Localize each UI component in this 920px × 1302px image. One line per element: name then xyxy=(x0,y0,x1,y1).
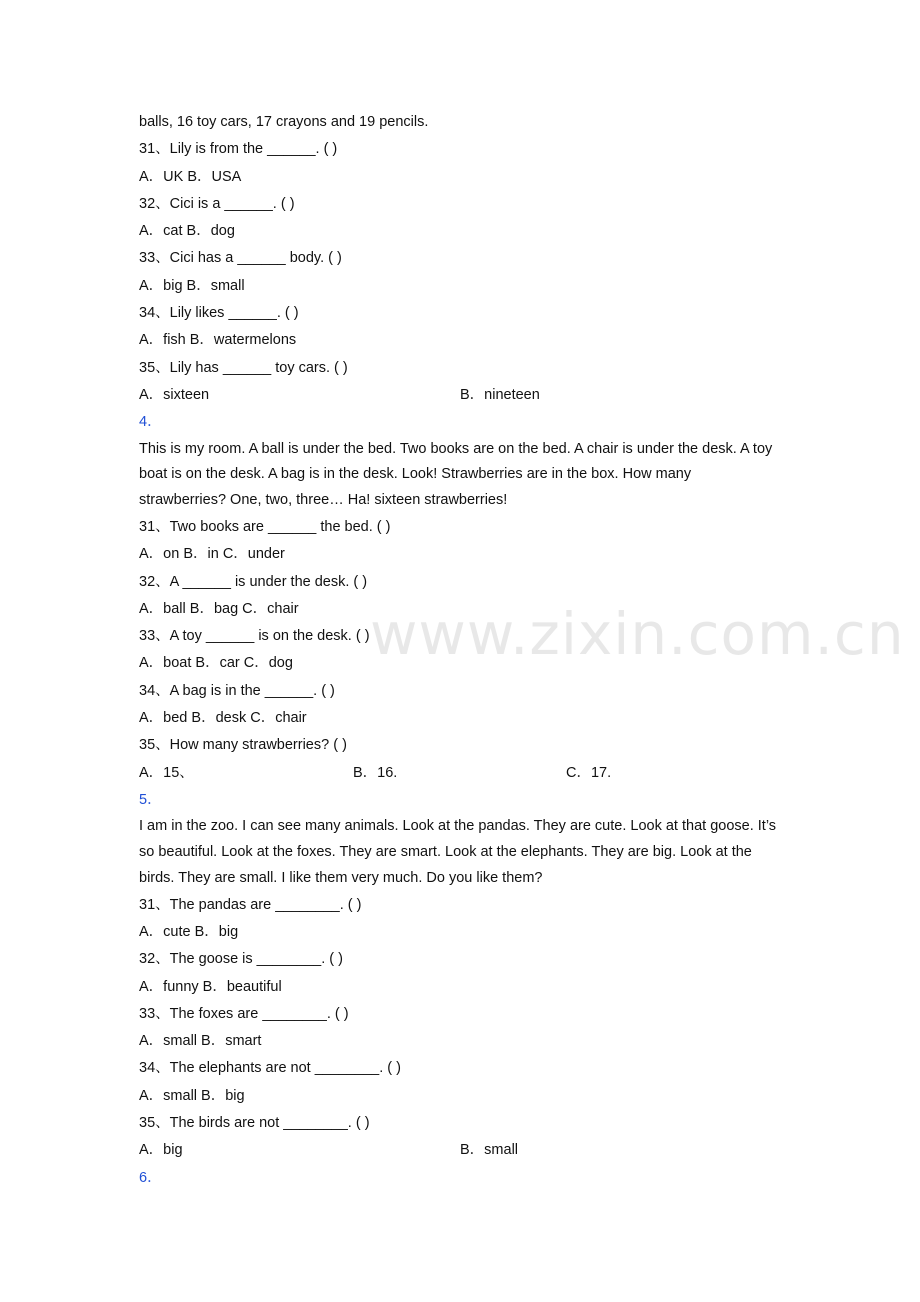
question-33: 33、Cici has a ______ body. ( ) xyxy=(139,250,342,267)
question-32: 32、The goose is ________. ( ) xyxy=(139,951,343,968)
options-31: A．on B．in C．under xyxy=(139,546,285,563)
options-33: A．big B．small xyxy=(139,277,245,294)
passage-tail: balls, 16 toy cars, 17 crayons and 19 pencils. xyxy=(139,114,429,130)
question-35: 35、The birds are not ________. ( ) xyxy=(139,1114,370,1131)
question-31: 31、Lily is from the ______. ( ) xyxy=(139,141,338,158)
passage-4: This is my room. A ball is under the bed. Two books are on the bed. A chair is under the desk. A toy boat is on the desk. A bag is in the desk. Look! Strawberries are in the box. How many strawberries? One, two, three… Ha! sixteen strawberries! xyxy=(139,440,773,509)
options-32: A．cat B．dog xyxy=(139,223,235,240)
option-b: B．nineteen xyxy=(460,386,540,403)
question-35: 35、How many strawberries? ( ) xyxy=(139,737,347,754)
option-a: A．15、 xyxy=(139,764,194,781)
options-34: A．fish B．watermelons xyxy=(139,332,297,349)
options-33: A．boat B．car C．dog xyxy=(139,655,293,672)
passage-5: I am in the zoo. I can see many animals. Look at the pandas. They are cute. Look at that goose. It’s so beautiful. Look at the foxes. They are smart. Look at the elephants. They are big. Look at the birds. They are small. I like them very much. Do you like them? xyxy=(139,818,777,886)
section-number-6: 6． xyxy=(139,1169,162,1186)
question-34: 34、The elephants are not ________. ( ) xyxy=(139,1060,401,1077)
options-35 xyxy=(139,382,779,409)
question-33: 33、A toy ______ is on the desk. ( ) xyxy=(139,628,370,645)
options-35 xyxy=(139,1137,779,1164)
options-34: A．bed B．desk C．chair xyxy=(139,710,307,727)
options-34: A．small B．big xyxy=(139,1087,245,1104)
options-35 xyxy=(139,760,779,787)
question-34: 34、A bag is in the ______. ( ) xyxy=(139,682,335,699)
option-a: A．big xyxy=(139,1142,183,1159)
question-33: 33、The foxes are ________. ( ) xyxy=(139,1005,349,1022)
question-31: 31、The pandas are ________. ( ) xyxy=(139,896,362,913)
option-a: A．sixteen xyxy=(139,386,210,403)
question-35: 35、Lily has ______ toy cars. ( ) xyxy=(139,359,348,376)
options-33: A．small B．smart xyxy=(139,1033,262,1050)
question-32: 32、A ______ is under the desk. ( ) xyxy=(139,573,368,590)
option-c: C．17. xyxy=(566,764,612,781)
option-b: B．16. xyxy=(353,764,398,781)
options-32: A．ball B．bag C．chair xyxy=(139,600,299,617)
option-b: B．small xyxy=(460,1142,519,1159)
watermark: www.zixin.com.cn xyxy=(370,600,905,668)
options-32: A．funny B．beautiful xyxy=(139,978,282,995)
question-34: 34、Lily likes ______. ( ) xyxy=(139,305,299,322)
question-31: 31、Two books are ______ the bed. ( ) xyxy=(139,518,391,535)
options-31: A．cute B．big xyxy=(139,923,239,940)
options-31: A．UK B．USA xyxy=(139,168,242,185)
section-number-4: 4． xyxy=(139,414,162,431)
section-number-5: 5． xyxy=(139,791,162,808)
question-32: 32、Cici is a ______. ( ) xyxy=(139,195,295,212)
document-page xyxy=(139,109,779,1192)
